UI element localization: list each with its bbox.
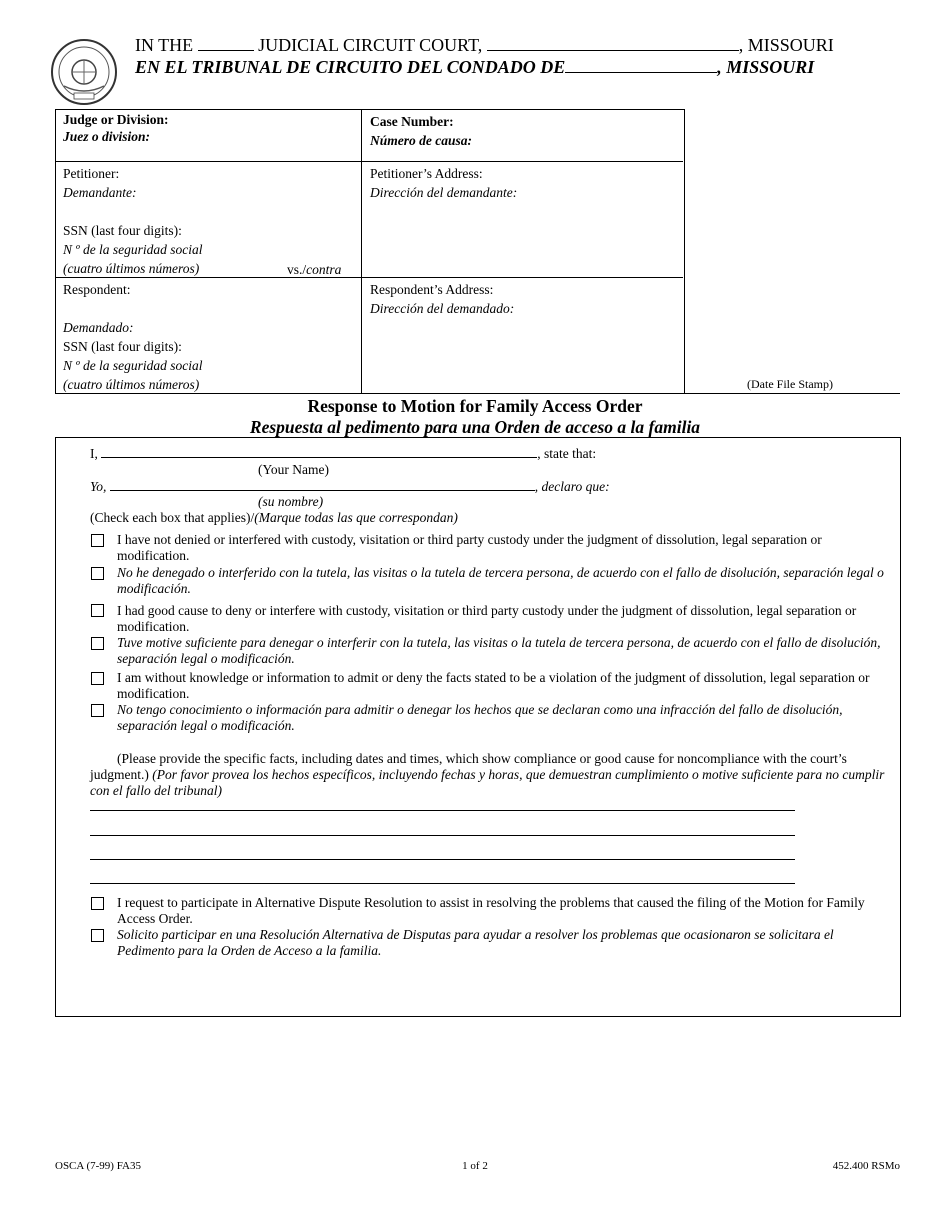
header-missouri-es: , MISSOURI	[717, 57, 815, 77]
county-blank-es[interactable]	[565, 57, 717, 73]
su-nombre-input[interactable]	[110, 476, 535, 491]
your-name-caption: (Your Name)	[258, 462, 329, 477]
pet-address-label-es: Dirección del demandante:	[370, 185, 518, 200]
footer-page-number: 1 of 2	[462, 1160, 488, 1172]
header-in-the: IN THE	[135, 35, 194, 55]
court-header-en	[135, 34, 834, 56]
yo-label: Yo,	[90, 479, 107, 494]
res-address-label-en: Respondent’s Address:	[370, 282, 494, 297]
date-file-stamp: (Date File Stamp)	[747, 377, 833, 391]
header-missouri: , MISSOURI	[738, 35, 834, 55]
checkbox-adr[interactable]	[91, 897, 104, 910]
court-header-es	[135, 56, 814, 78]
respondent-cell[interactable]	[63, 280, 353, 394]
option-not-denied-en: I have not denied or interfered with custody, visitation or third party custody under the judgment of dissolution, legal separation or modification.	[117, 532, 822, 563]
respondent-label-en: Respondent:	[63, 282, 131, 297]
judge-label-en: Judge or Division:	[63, 112, 169, 127]
facts-es: (Por favor provea los hechos específicos, incluyendo fechas y horas, que demuestran cumplimiento o motive suficiente para no cumplir con el fallo del tribunal)	[90, 767, 885, 798]
checkbox-not-denied[interactable]	[91, 534, 104, 547]
respondent-label-es: Demandado:	[63, 320, 134, 335]
caption-vline	[361, 109, 362, 393]
case-label-en: Case Number:	[370, 114, 454, 129]
case-label-es: Número de causa:	[370, 133, 472, 148]
caption-hline-1	[55, 161, 683, 162]
facts-en: (Please provide the specific facts, including dates and times, which show compliance or good cause for noncompliance with the court’s judgment.)	[90, 751, 847, 782]
vs-label	[287, 260, 341, 279]
facts-instruction	[90, 751, 885, 799]
your-name-input[interactable]	[101, 443, 537, 458]
respondent-address-cell[interactable]	[370, 280, 670, 318]
checkbox-no-knowledge-es[interactable]	[91, 704, 104, 717]
checkbox-not-denied-es[interactable]	[91, 567, 104, 580]
res-ssn-label-en: SSN (last four digits):	[63, 339, 182, 354]
state-seal	[50, 38, 118, 106]
title-en: Response to Motion for Family Access Order	[307, 396, 643, 416]
facts-line-3[interactable]	[90, 859, 795, 860]
pet-address-label-en: Petitioner’s Address:	[370, 166, 483, 181]
judge-label-es: Juez o division:	[63, 129, 151, 144]
su-nombre-caption: (su nombre)	[258, 494, 324, 509]
petitioner-address-cell[interactable]	[370, 164, 670, 202]
county-blank-en[interactable]	[487, 35, 739, 51]
option-not-denied-es: No he denegado o interferido con la tutela, las visitas o la tutela de tercera persona, de acuerdo con el fallo de disolución, separación legal o modificación.	[117, 565, 884, 596]
option-no-knowledge-en: I am without knowledge or information to admit or deny the facts stated to be a violation of the judgment of dissolution, legal separation or modification.	[117, 670, 870, 701]
checkbox-no-knowledge[interactable]	[91, 672, 104, 685]
title-es: Respuesta al pedimento para una Orden de acceso a la familia	[249, 417, 701, 437]
checkbox-good-cause-es[interactable]	[91, 637, 104, 650]
pet-ssn-label-es2: (cuatro últimos números)	[63, 261, 200, 276]
petitioner-label-es: Demandante:	[63, 185, 137, 200]
footer-statute: 452.400 RSMo	[832, 1160, 900, 1172]
header-circuit-court: JUDICIAL CIRCUIT COURT,	[258, 35, 483, 55]
checkbox-adr-es[interactable]	[91, 929, 104, 942]
seal-icon	[50, 38, 118, 106]
case-number-cell[interactable]	[370, 112, 670, 150]
facts-line-4[interactable]	[90, 883, 795, 884]
check-en: (Check each box that applies)/	[90, 510, 255, 525]
judge-cell[interactable]	[63, 110, 353, 146]
petitioner-label-en: Petitioner:	[63, 166, 120, 181]
facts-line-2[interactable]	[90, 835, 795, 836]
pet-ssn-label-en: SSN (last four digits):	[63, 223, 182, 238]
checkbox-good-cause[interactable]	[91, 604, 104, 617]
check-es: (Marque todas las que correspondan)	[254, 510, 458, 525]
circuit-number-blank[interactable]	[198, 35, 254, 51]
option-good-cause-en: I had good cause to deny or interfere with custody, visitation or third party custody under the judgment of dissolution, legal separation or modification.	[117, 603, 857, 634]
declaro-que: , declaro que:	[534, 479, 610, 494]
option-adr-es: Solicito participar en una Resolución Alternativa de Disputas para ayudar a resolver los problemas que ocasionaron se solicitara el Pedimento para la Orden de Acceso a la familia.	[117, 927, 834, 958]
option-no-knowledge-es: No tengo conocimiento o información para admitir o denegar los hechos que se declaran como una infracción del fallo de disolución, separación legal o modificación.	[117, 702, 843, 733]
name-line-es	[90, 476, 610, 496]
vs-en: vs./	[287, 262, 307, 277]
check-instruction	[90, 508, 458, 527]
option-good-cause-es: Tuve motive suficiente para denegar o interferir con la tutela, las visitas o la tutela de tercera persona, de acuerdo con el fallo de disolución, separación legal o modificación.	[117, 635, 881, 666]
res-address-label-es: Dirección del demandado:	[370, 301, 515, 316]
pet-ssn-label-es1: N º de la seguridad social	[63, 242, 203, 257]
vs-es: contra	[306, 262, 342, 277]
res-ssn-label-es2: (cuatro últimos números)	[63, 377, 200, 392]
footer-form-id: OSCA (7-99) FA35	[55, 1160, 141, 1172]
facts-line-1[interactable]	[90, 810, 795, 811]
name-line-en	[90, 443, 596, 463]
header-tribunal: EN EL TRIBUNAL DE CIRCUITO DEL CONDADO DE	[135, 57, 566, 77]
option-adr-en: I request to participate in Alternative Dispute Resolution to assist in resolving the problems that caused the filing of the Motion for Family Access Order.	[117, 895, 865, 926]
state-that: , state that:	[537, 446, 597, 461]
i-label: I,	[90, 446, 98, 461]
res-ssn-label-es1: N º de la seguridad social	[63, 358, 203, 373]
